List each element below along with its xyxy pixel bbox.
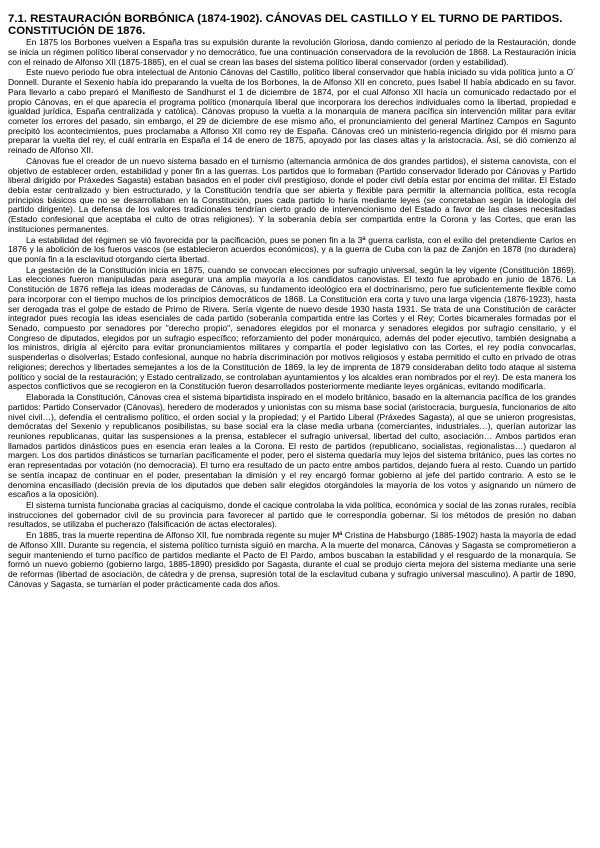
paragraph-constitucion-1876: La gestación de la Constitución inicia en 1875, cuando se convocan elecciones por sufragio universal, según la ley vigente (Constitución 1869). Las elecciones fueron manipuladas para asegurar una amplia mayoría a los candidatos canovistas. El texto fue aprobado en junio de 1876. La Constitución de 1876 refleja las ideas moderadas de Cánovas, su fundamento ideológico era el doctrinarismo, pero fue suficientemente flexible como para incorporar con el tiempo muchos de los principios democráticos de 1868. La Constitución era corta y tuvo una larga vigencia (1876-1923), hasta ser derogada tras el golpe de estado de Primo de Rivera. Sería vigente de nuevo desde 1930 hasta 1931. Se trata de una Constitución de carácter integrador pues recogía las ideas esenciales de cada partido (soberanía compartida entre las Cortes y el Rey; Cortes bicamerales formadas por el Senado, compuesto por senadores por "derecho propio", senadores elegidos por el monarca y senadores elegidos por sufragio censitario, y el Congreso de diputados, elegidos por un sufragio específico; reforzamiento del poder monárquico, además del poder ejecutivo, también designaba a los ministros, dirigía al ejército para evitar pronunciamientos militares y compartía el poder legislativo con las Cortes, el rey podía convocarlas, suspenderlas o disolverlas; Estado confesional, aunque no habría discriminación por motivos religiosos y estaba permitido el culto en privado de otras religiones; derechos y libertades semejantes a los de la Constitución de 1869, la ley de imprenta de 1879 consideraban delito todo ataque al sistema político y social de la restauración; y Estado centralizado, se controlaban ayuntamientos y los alcaldes eran nombrados por el rey). De esta manera los aspectos conflictivos que se recogieron en la Constitución fueron desarrollados posteriormente mediante leyes orgánicas, evitando modificarla.: [8, 264, 576, 392]
paragraph-restauracion-intro: En 1875 los Borbones vuelven a España tras su expulsión durante la revolución Gloriosa, dando comienzo al periodo de la Restauración, donde se inicia un régimen político liberal conservador y no democrático, fue una continuación conservadora de la revolución de 1868. La Restauración inicia con el reinado de Alfonso XII (1875-1885), en el cual se crean las bases del sistema político liberal conservador (orden y estabilidad).: [8, 37, 576, 67]
paragraph-bipartidismo: Elaborada la Constitución, Cánovas crea el sistema bipartidista inspirado en el modelo británico, basado en la alternancia pacífica de los grandes partidos: Partido Conservador (Cánovas), heredero de moderados y unionistas con su misma base social (aristocracia, burguesía, funcionarios de alto nivel civil…), defendía el centralismo político, el orden social y la propiedad; y el Partido Liberal (Práxedes Sagasta), al que se unieron progresistas, demócratas del Sexenio y republicanos posibilistas, su base social era la clase media urbana (comerciantes, industriales…), querían autorizar las reuniones republicanas, quitar las suspensiones a la prensa, establecer el sufragio universal, libertad del culto, asociación… Ambos partidos eran llamados partidos dinásticos pues en esencia eran leales a la Corona. El resto de partidos (republicano, socialistas, regionalistas…) quedaron al margen. Los dos partidos dinásticos se turnarían pacíficamente el poder, pero el sistema quedaría muy lejos del sistema británico, pues las cortes no eran representadas por votación (no democracia). El turno era resultado de un pacto entre ambos partidos, dejando fuera al resto. Cuando un partido se sentía incapaz de continuar en el poder, presentaban la dimisión y el rey encargó formar gobierno al jefe del partido contrario. A esto se le denomina encasillado (decisión previa de los diputados que deben salir elegidos otorgándoles la mayoría de los votos y asignando un número de escaños a la oposición).: [8, 392, 576, 500]
paragraph-canovas-manifiesto: Este nuevo periodo fue obra intelectual de Antonio Cánovas del Castillo, político liberal conservador que había iniciado su vida política junto a O´ Donnell. Durante el Sexenio había ido preparando la vuelta de los Borbones, la de Alfonso XII en concreto, pues Isabel II había abdicado en su favor. Para llevarlo a cabo preparó el Manifiesto de Sandhurst el 1 de diciembre de 1874, por el cual Alfonso XII hacía un comunicado redactado por el propio Cánovas, en el que aparecía el programa político (monarquía liberal que incorporara los derechos individuales como la libertad, propiedad e igualdad jurídica, España centralizada y católica). Cánovas propuso la vuelta a la monarquía de manera pacífica sin intervención militar para evitar cometer los errores del pasado, sin embargo, el 29 de diciembre de ese mismo año, el pronunciamiento del general Martínez Campos en Sagunto precipitó los acontecimientos, pues proclamaba a Alfonso XII como rey de España. Cánovas creó un ministerio-regencia dirigido por él mismo para preparar la vuelta del rey, el cuál entraría en España el 14 de enero de 1875, apoyado por las clases altas y la aristocracia. Así, se dió comienzo al reinado de Alfonso XII.: [8, 67, 576, 156]
paragraph-caciquismo: El sistema turnista funcionaba gracias al caciquismo, donde el cacique controlaba la vida política, económica y social de las zonas rurales, recibía instrucciones del gobernador civil de su provincia para favorecer al partido que le correspondía gobernar. Si los métodos de presión no daban resultados, se utilizaba el pucherazo (falsificación de actas electorales).: [8, 499, 576, 530]
paragraph-regencia: En 1885, tras la muerte repentina de Alfonso XII, fue nombrada regente su mujer Mª Cristina de Habsburgo (1885-1902) hasta la mayoría de edad de Alfonso XIII. Durante su regencia, el sistema político turnista siguió en marcha. A la muerte del monarca, Cánovas y Sagasta se comprometieron a seguir manteniendo el turno pacífico de partidos mediante el Pacto de El Pardo, ambos buscaban la estabilidad y el resguardo de la monarquía. Se formó un nuevo gobierno (gobierno largo, 1885-1890) presidido por Sagasta, durante el cual se produjo cierta mejora del sistema mediante una serie de reformas (libertad de asociación, de cátedra y de prensa, supresión total de la esclavitud cubana y sufragio universal masculino). A partir de 1890, Cánovas y Sagasta, se turnarían el poder prácticamente cada dos años.: [8, 530, 576, 589]
document-title: 7.1. RESTAURACIÓN BORBÓNICA (1874-1902). CÁNOVAS DEL CASTILLO Y EL TURNO DE PARTIDOS. CONSTITUCIÓN DE 1876.: [8, 13, 563, 37]
paragraph-pacificacion: La estabilidad del régimen se vió favorecida por la pacificación, pues se ponen fin a la 3ª guerra carlista, con el exilio del pretendiente Carlos en 1876 y la abolición de los fueros vascos (se establecieron acuerdos económicos), y a la guerra de Cuba con la paz de Zanjón en 1878 (no duradera) que ponía fin a la esclavitud otorgando cierta libertad.: [8, 234, 576, 264]
paragraph-sistema-canovista: Cánovas fue el creador de un nuevo sistema basado en el turnismo (alternancia armónica de dos grandes partidos), el sistema canovista, con el objetivo de establecer orden, estabilidad y poner fin a las guerras. Los partidos que lo formaban (Partido conservador liderado por Cánovas y Partido liberal dirigido por Práxedes Sagasta) estaban basados en el poder civil prestigioso, donde el poder civil debía estar por encima del militar. El Estado debía estar centralizado y bien estructurado, y la Constitución tendría que ser abierta y flexible para permitir la alternancia política, esta recogía principios básicos que no se desarrollaban en la Constitución, pues cada partido lo haría mediante leyes (se concretaban según la ideología del partido dirigente). La defensa de los valores tradicionales tendrían cierto grado de intervencionismo del Estado a favor de las clases necesitadas (Estado confesional que aceptaba el culto de otras religiones). Y la soberanía debía ser compartida entre la Corona y las Cortes, que eran las instituciones permanentes.: [8, 155, 576, 234]
